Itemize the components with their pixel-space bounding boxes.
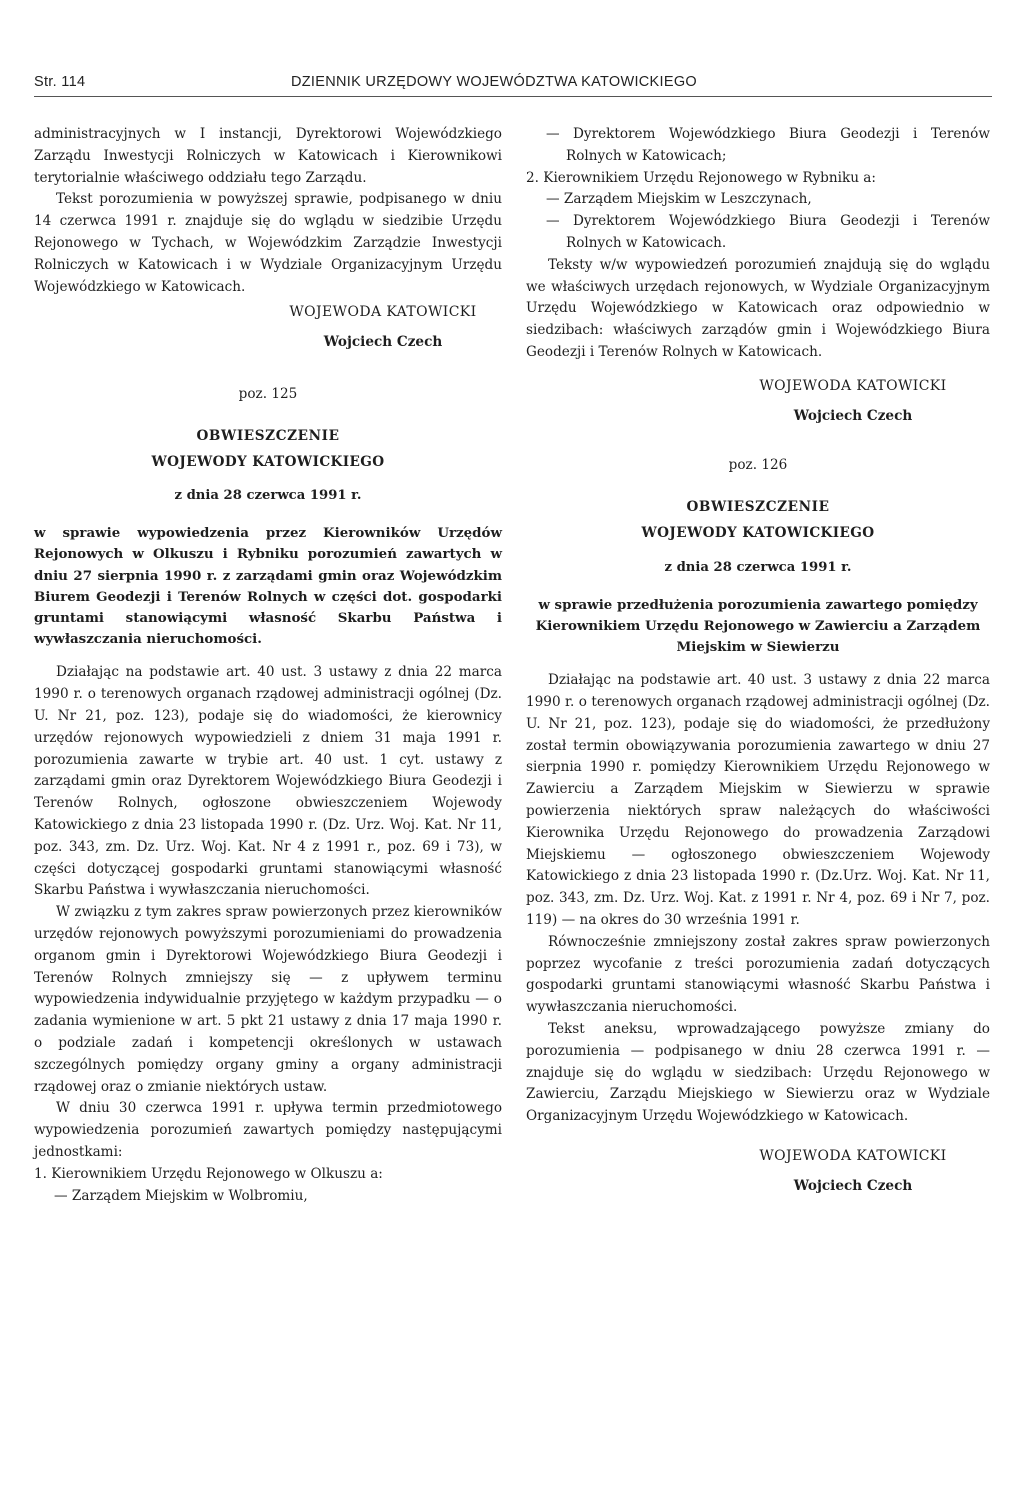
header-rule bbox=[34, 96, 992, 97]
list-item: 1. Kierownikiem Urzędu Rejonowego w Olkuszu a: bbox=[34, 1165, 383, 1182]
notice-date: z dnia 28 czerwca 1991 r. bbox=[174, 488, 362, 504]
journal-title: DZIENNIK URZĘDOWY WOJEWÓDZTWA KATOWICKIEGO bbox=[291, 74, 697, 90]
notice-title: OBWIESZCZENIE bbox=[196, 427, 340, 444]
body-paragraph-1: Działając na podstawie art. 40 ust. 3 ustawy z dnia 22 marca 1990 r. o terenowych organach rządowej administracji ogólnej (Dz. U. Nr 21, poz. 123), podaje się do wiadomości, że kierownicy urzędów rejonowych wypowiedzieli z dniem 31 maja 1991 r. porozumienia zawarte w trybie art. 40 ust. 1 cyt. ustawy z zarządami gmin oraz Dyrektorem Wojewódzkiego Biura Geodezji i Terenów Rolnych, ogłoszone obwieszczeniem Wojewody Katowickiego z dnia 23 listopada 1990 r. (Dz. Urz. Woj. Kat. Nr 11, poz. 343, zm. Dz. Urz. Woj. Kat. Nr 4 z 1991 r., poz. 69 i 73), w części dotyczącej gospodarki gruntami stanowiącymi własność Skarbu Państwa i wywłaszczania nieruchomości. bbox=[34, 664, 502, 899]
position-number: poz. 126 bbox=[728, 457, 788, 474]
list-item: 2. Kierownikiem Urzędu Rejonowego w Rybniku a: bbox=[526, 169, 876, 186]
list-dash-item: — Dyrektorem Wojewódzkiego Biura Geodezji i Terenów Rolnych w Katowicach; bbox=[546, 126, 990, 164]
left-column bbox=[34, 124, 502, 1207]
page-header bbox=[34, 74, 992, 98]
notice-date: z dnia 28 czerwca 1991 r. bbox=[664, 559, 852, 575]
notice-subject: w sprawie wypowiedzenia przez Kierowników Urzędów Rejonowych w Olkuszu i Rybniku porozumień zawartych w dniu 27 sierpnia 1990 r. z zarządami gmin oraz Wojewódzkim Biurem Geodezji i Terenów Rolnych w części dot. gospodarki gruntami stanowiącymi własność Skarbu Państwa i wywłaszczania nieruchomości. bbox=[34, 525, 502, 648]
signature-name: Wojciech Czech bbox=[793, 407, 913, 424]
signature-office: WOJEWODA KATOWICKI bbox=[289, 304, 477, 321]
signature-office: WOJEWODA KATOWICKI bbox=[759, 1147, 947, 1164]
list-dash-item: — Zarządem Miejskim w Leszczynach, bbox=[546, 191, 812, 208]
body-paragraph-3: Tekst aneksu, wprowadzającego powyższe zmiany do porozumienia — podpisanego w dniu 28 czerwca 1991 r. — znajduje się do wglądu w siedzibach: Urzędu Rejonowego w Zawierciu, Zarządu Miejskiego w Siewierzu oraz w Wydziale Organizacyjnym Urzędu Wojewódzkiego w Katowicach. bbox=[526, 1020, 990, 1125]
body-paragraph-2: Równocześnie zmniejszony został zakres spraw powierzonych poprzez wycofanie z treści porozumienia zadań dotyczących gospodarki gruntami stanowiącymi własność Skarbu Państwa i wywłaszczania nieruchomości. bbox=[526, 933, 990, 1016]
list-dash-item: — Zarządem Miejskim w Wolbromiu, bbox=[54, 1187, 308, 1204]
signature-name: Wojciech Czech bbox=[793, 1177, 913, 1194]
signature-block-1 bbox=[34, 302, 502, 354]
notice-issuer: WOJEWODY KATOWICKIEGO bbox=[641, 524, 875, 541]
body-paragraph-3: W dniu 30 czerwca 1991 r. upływa termin przedmiotowego wypowiedzenia porozumień zawartych pomiędzy następującymi jednostkami: bbox=[34, 1100, 502, 1160]
signature-name: Wojciech Czech bbox=[323, 334, 443, 351]
texts-availability-paragraph: Teksty w/w wypowiedzeń porozumień znajdują się do wglądu we właściwych urzędach rejonowych, w Wydziale Organizacyjnym Urzędu Wojewódzkiego w Katowicach oraz odpowiednio w siedzibach: właściwych zarządów gmin i Wojewódzkiego Biura Geodezji i Terenów Rolnych w Katowicach. bbox=[526, 256, 990, 360]
signature-office: WOJEWODA KATOWICKI bbox=[759, 377, 947, 394]
position-number: poz. 125 bbox=[238, 385, 298, 402]
list-dash-item: — Dyrektorem Wojewódzkiego Biura Geodezji i Terenów Rolnych w Katowicach. bbox=[546, 213, 990, 251]
notice-issuer: WOJEWODY KATOWICKIEGO bbox=[151, 453, 385, 470]
notice-title: OBWIESZCZENIE bbox=[686, 499, 830, 516]
body-paragraph-1: Działając na podstawie art. 40 ust. 3 ustawy z dnia 22 marca 1990 r. o terenowych organach rządowej administracji ogólnej (Dz. U. Nr 21, poz. 123), podaje się do wiadomości, że przedłużony został termin obowiązywania porozumienia zawartego w dniu 27 sierpnia 1990 r. pomiędzy Kierownikiem Urzędu Rejonowego w Zawierciu a Zarządem Miejskim w Siewierzu w sprawie powierzenia niektórych spraw należących do właściwości Kierownika Urzędu Rejonowego do prowadzenia Zarządowi Miejskiemu — ogłoszonego obwieszczeniem Wojewody Katowickiego z dnia 23 listopada 1990 r. (Dz.Urz. Woj. Kat. Nr 11, poz. 343, zm. Dz. Urz. Woj. Kat. z 1991 r. Nr 4, poz. 69 i Nr 7, poz. 119) — na okres do 30 września 1991 r. bbox=[526, 672, 990, 928]
body-paragraph-2: W związku z tym zakres spraw powierzonych przez kierowników urzędów rejonowych powyższymi porozumieniami do prowadzenia organom gmin i Dyrektorowi Wojewódzkiego Biura Geodezji i Terenów Rolnych zmniejszy się — z upływem terminu wypowiedzenia indywidualnie przyjętego w każdym przypadku — o zadania wymienione w art. 5 pkt 21 ustawy z dnia 17 maja 1990 r. o podziale zadań i kompetencji określonych w ustawach szczególnych pomiędzy organy gminy a organy administracji rządowej oraz o zmianie niektórych ustaw. bbox=[34, 904, 502, 1095]
notice-subject: w sprawie przedłużenia porozumienia zawartego pomiędzy Kierownikiem Urzędu Rejonowego w Zawierciu a Zarządem Miejskim w Siewierzu bbox=[535, 596, 981, 655]
intro-paragraph: administracyjnych w I instancji, Dyrektorowi Wojewódzkiego Zarządu Inwestycji Rolniczych w Katowicach i Kierownikowi terytorialnie właściwego oddziału tego Zarządu. bbox=[34, 126, 502, 186]
text-availability-paragraph: Tekst porozumienia w powyższej sprawie, podpisanego w dniu 14 czerwca 1991 r. znajduje się do wglądu w siedzibie Urzędu Rejonowego w Tychach, w Wojewódzkim Zarządzie Inwestycji Rolniczych w Katowicach i w Wydziale Organizacyjnym Urzędu Wojewódzkiego w Katowicach. bbox=[34, 191, 502, 295]
page-number: Str. 114 bbox=[34, 74, 86, 90]
right-column bbox=[526, 124, 990, 1197]
signature-block-2 bbox=[526, 376, 990, 428]
signature-block-3 bbox=[526, 1146, 990, 1198]
